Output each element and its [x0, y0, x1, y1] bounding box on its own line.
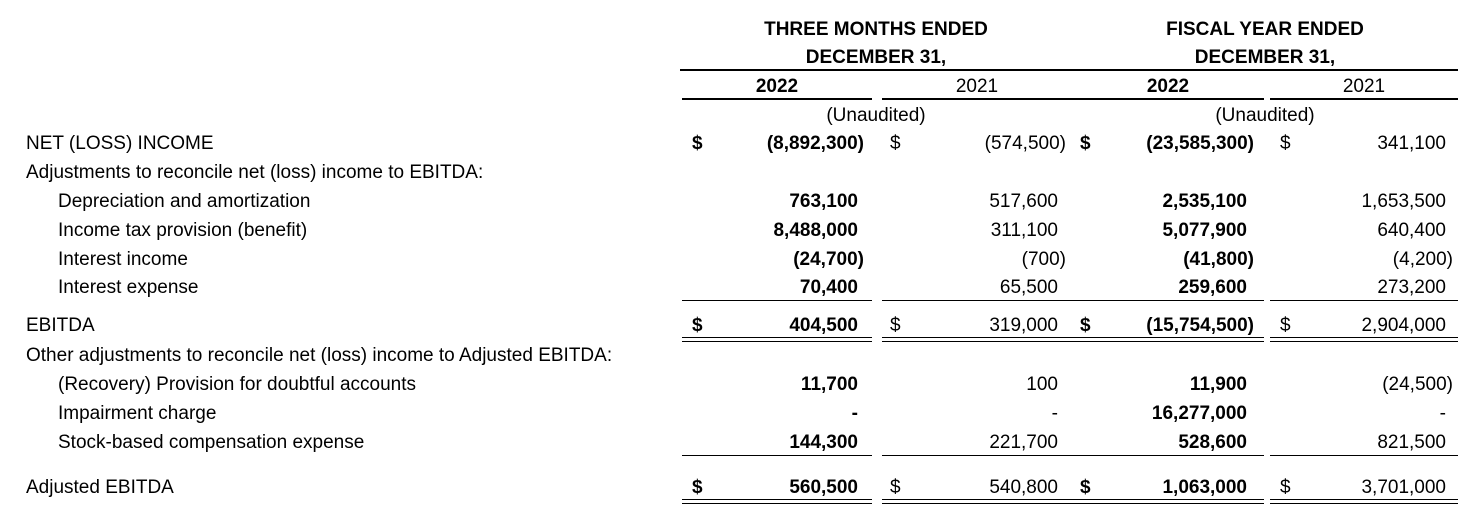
header-rule-fiscal-year: [1072, 69, 1458, 71]
cell-net-income-fy-2021: 341,100: [1377, 133, 1446, 154]
cell-ebitda-fy-2022: (15,754,500): [1146, 315, 1254, 336]
unaudited-three-months: (Unaudited): [826, 105, 926, 126]
header-three-months-line2: DECEMBER 31,: [805, 47, 947, 68]
row-label-income-tax: Income tax provision (benefit): [58, 220, 308, 241]
unaudited-fiscal-year: (Unaudited): [1215, 105, 1315, 126]
cell-stock-compensation-q4-2022: 144,300: [789, 432, 858, 453]
cell-doubtful-accounts-fy-2022: 11,900: [1189, 374, 1247, 395]
year-2022-three-months: 2022: [755, 76, 799, 97]
currency-symbol: $: [692, 133, 703, 154]
cell-depreciation-fy-2021: 1,653,500: [1361, 191, 1446, 212]
cell-depreciation-q4-2022: 763,100: [789, 191, 858, 212]
row-label-net-income: NET (LOSS) INCOME: [26, 133, 214, 154]
cell-interest-income-fy-2022: (41,800): [1183, 249, 1254, 270]
cell-interest-expense-fy-2021: 273,200: [1377, 277, 1446, 298]
year-rule-3: [1072, 98, 1264, 100]
double-rule-bottom: [1072, 503, 1264, 504]
row-label-adjusted-ebitda: Adjusted EBITDA: [26, 477, 174, 498]
double-rule-bottom: [882, 503, 1072, 504]
cell-adjusted-ebitda-q4-2021: 540,800: [989, 477, 1058, 498]
currency-symbol: $: [1280, 133, 1291, 154]
cell-adjusted-ebitda-fy-2022: 1,063,000: [1162, 477, 1247, 498]
currency-symbol: $: [1080, 133, 1091, 154]
double-rule-top: [682, 499, 872, 500]
cell-income-tax-q4-2021: 311,100: [990, 220, 1058, 241]
double-rule-top: [1072, 499, 1264, 500]
cell-adjusted-ebitda-q4-2022: 560,500: [789, 477, 858, 498]
cell-net-income-q4-2022: (8,892,300): [766, 133, 864, 154]
header-rule-three-months: [680, 69, 1072, 71]
row-label-impairment-charge: Impairment charge: [58, 403, 217, 424]
row-label-interest-expense: Interest expense: [58, 277, 199, 298]
cell-stock-compensation-fy-2021: 821,500: [1377, 432, 1446, 453]
currency-symbol: $: [890, 315, 901, 336]
currency-symbol: $: [692, 315, 703, 336]
double-rule-top: [682, 337, 872, 338]
cell-impairment-fy-2021: -: [1439, 403, 1446, 424]
double-rule-top: [1270, 499, 1458, 500]
currency-symbol: $: [1080, 315, 1091, 336]
cell-doubtful-accounts-q4-2022: 11,700: [800, 374, 858, 395]
row-label-other-adjustments-heading: Other adjustments to reconcile net (loss) income to Adjusted EBITDA:: [26, 345, 613, 366]
double-rule-top: [882, 499, 1072, 500]
currency-symbol: $: [890, 133, 901, 154]
row-label-adjustments-heading: Adjustments to reconcile net (loss) income to EBITDA:: [26, 162, 484, 183]
cell-interest-expense-q4-2021: 65,500: [999, 277, 1058, 298]
double-rule-top: [1270, 337, 1458, 338]
double-rule-bottom: [1270, 503, 1458, 504]
cell-income-tax-q4-2022: 8,488,000: [773, 220, 858, 241]
double-rule-top: [1072, 337, 1264, 338]
cell-impairment-q4-2022: -: [851, 403, 858, 424]
cell-doubtful-accounts-q4-2021: 100: [1026, 374, 1058, 395]
cell-ebitda-fy-2021: 2,904,000: [1361, 315, 1446, 336]
currency-symbol: $: [1280, 477, 1291, 498]
double-rule-bottom: [1072, 341, 1264, 342]
row-label-stock-compensation: Stock-based compensation expense: [58, 432, 365, 453]
cell-depreciation-q4-2021: 517,600: [989, 191, 1058, 212]
cell-net-income-fy-2022: (23,585,300): [1146, 133, 1254, 154]
year-2022-fiscal: 2022: [1146, 76, 1190, 97]
double-rule-bottom: [682, 341, 872, 342]
currency-symbol: $: [1080, 477, 1091, 498]
subtotal-rule: [682, 300, 872, 301]
cell-interest-expense-fy-2022: 259,600: [1178, 277, 1247, 298]
double-rule-bottom: [882, 341, 1072, 342]
year-rule-2: [882, 98, 1072, 100]
cell-income-tax-fy-2021: 640,400: [1377, 220, 1446, 241]
header-fiscal-year-line2: DECEMBER 31,: [1194, 47, 1336, 68]
cell-stock-compensation-fy-2022: 528,600: [1178, 432, 1247, 453]
cell-adjusted-ebitda-fy-2021: 3,701,000: [1361, 477, 1446, 498]
cell-stock-compensation-q4-2021: 221,700: [989, 432, 1058, 453]
year-2021-fiscal: 2021: [1342, 76, 1386, 97]
year-2021-three-months: 2021: [955, 76, 999, 97]
cell-depreciation-fy-2022: 2,535,100: [1162, 191, 1247, 212]
year-rule-4: [1270, 98, 1458, 100]
cell-impairment-q4-2021: -: [1051, 403, 1058, 424]
subtotal-rule: [1270, 300, 1458, 301]
double-rule-bottom: [1270, 341, 1458, 342]
cell-ebitda-q4-2021: 319,000: [989, 315, 1058, 336]
cell-income-tax-fy-2022: 5,077,900: [1162, 220, 1247, 241]
cell-ebitda-q4-2022: 404,500: [789, 315, 858, 336]
cell-interest-income-q4-2022: (24,700): [793, 249, 864, 270]
cell-net-income-q4-2021: (574,500): [984, 133, 1066, 154]
subtotal-rule: [682, 455, 872, 456]
subtotal-rule: [882, 455, 1072, 456]
cell-interest-expense-q4-2022: 70,400: [799, 277, 858, 298]
double-rule-bottom: [682, 503, 872, 504]
double-rule-top: [882, 337, 1072, 338]
row-label-ebitda: EBITDA: [26, 315, 95, 336]
subtotal-rule: [1072, 300, 1264, 301]
subtotal-rule: [1072, 455, 1264, 456]
row-label-doubtful-accounts: (Recovery) Provision for doubtful accounts: [58, 374, 416, 395]
currency-symbol: $: [890, 477, 901, 498]
row-label-depreciation: Depreciation and amortization: [58, 191, 311, 212]
cell-interest-income-fy-2021: (4,200): [1392, 249, 1453, 270]
currency-symbol: $: [1280, 315, 1291, 336]
subtotal-rule: [1270, 455, 1458, 456]
header-three-months-line1: THREE MONTHS ENDED: [764, 19, 988, 40]
subtotal-rule: [882, 300, 1072, 301]
year-rule-1: [682, 98, 872, 100]
currency-symbol: $: [692, 477, 703, 498]
cell-interest-income-q4-2021: (700): [1021, 249, 1066, 270]
header-fiscal-year-line1: FISCAL YEAR ENDED: [1166, 19, 1364, 40]
cell-impairment-fy-2022: 16,277,000: [1151, 403, 1247, 424]
row-label-interest-income: Interest income: [58, 249, 188, 270]
cell-doubtful-accounts-fy-2021: (24,500): [1382, 374, 1453, 395]
